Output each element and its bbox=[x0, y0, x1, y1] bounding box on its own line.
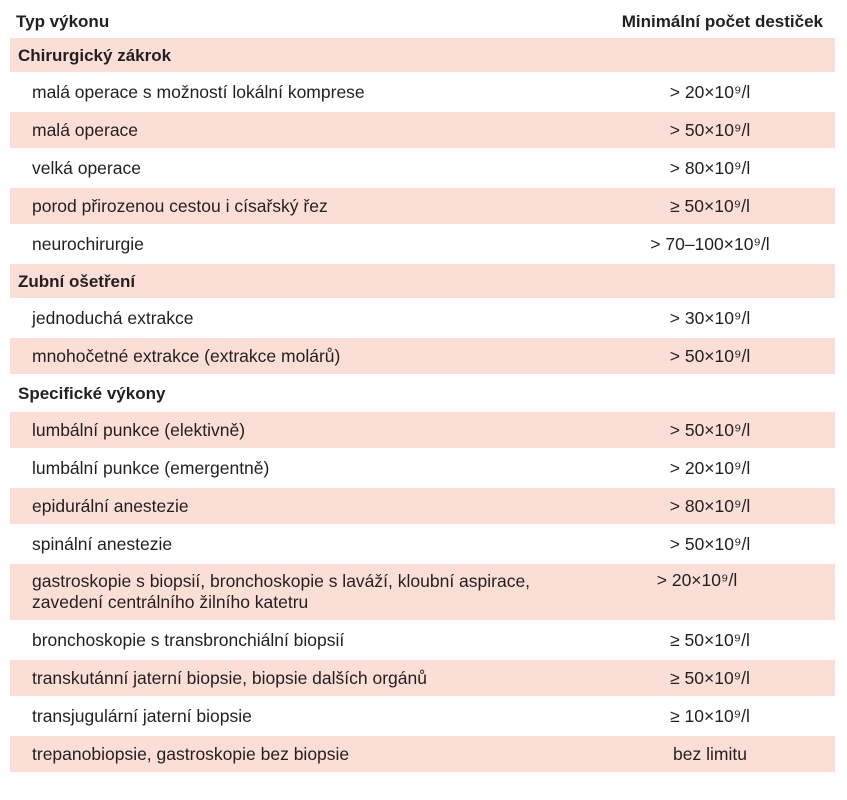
procedure-label: malá operace s možností lokální komprese bbox=[32, 81, 365, 102]
table-row bbox=[10, 450, 835, 488]
column-header-minimum-platelets: Minimální počet destiček bbox=[621, 11, 823, 31]
section-header bbox=[10, 376, 835, 412]
procedure-label: porod přirozenou cestou i císařský řez bbox=[32, 195, 328, 216]
procedure-label: jednoduchá extrakce bbox=[32, 307, 194, 328]
table-row bbox=[10, 112, 835, 150]
section-header bbox=[10, 264, 835, 300]
platelet-value: > 50×10⁹/l bbox=[669, 345, 751, 366]
table-row bbox=[10, 564, 835, 622]
table-row bbox=[10, 526, 835, 564]
table-row bbox=[10, 660, 835, 698]
table-row bbox=[10, 300, 835, 338]
procedure-label: spinální anestezie bbox=[32, 533, 173, 554]
column-header-procedure-type: Typ výkonu bbox=[16, 11, 110, 31]
table-row bbox=[10, 338, 835, 376]
procedure-label: lumbální punkce (elektivně) bbox=[32, 419, 246, 440]
platelet-value: > 20×10⁹/l bbox=[656, 570, 738, 590]
section-title: Zubní ošetření bbox=[18, 271, 136, 291]
procedure-label: trepanobiopsie, gastroskopie bez biopsie bbox=[32, 743, 350, 764]
platelet-value: > 70–100×10⁹/l bbox=[650, 233, 770, 254]
table-header bbox=[10, 6, 835, 38]
section-title: Chirurgický zákrok bbox=[18, 45, 172, 65]
procedure-label: bronchoskopie s transbronchiální biopsií bbox=[32, 629, 345, 650]
procedure-label: transjugulární jaterní biopsie bbox=[32, 705, 252, 726]
table-row bbox=[10, 736, 835, 774]
platelet-value: > 20×10⁹/l bbox=[669, 457, 751, 478]
platelet-value: ≥ 50×10⁹/l bbox=[670, 667, 750, 688]
platelet-value: ≥ 50×10⁹/l bbox=[670, 629, 750, 650]
platelet-value: ≥ 50×10⁹/l bbox=[670, 195, 750, 216]
section-title: Specifické výkony bbox=[18, 383, 166, 403]
platelet-value: > 80×10⁹/l bbox=[669, 157, 751, 178]
procedure-label: velká operace bbox=[32, 157, 141, 178]
platelet-value: > 80×10⁹/l bbox=[669, 495, 751, 516]
procedure-label: gastroskopie s biopsií, bronchoskopie s laváží, kloubní aspirace, zavedení centrálního žilního katetru bbox=[32, 571, 531, 612]
table-row bbox=[10, 150, 835, 188]
table-row bbox=[10, 698, 835, 736]
procedure-label: lumbální punkce (emergentně) bbox=[32, 457, 270, 478]
platelet-value: bez limitu bbox=[673, 743, 747, 764]
platelet-value: > 50×10⁹/l bbox=[669, 119, 751, 140]
platelet-value: ≥ 10×10⁹/l bbox=[670, 705, 750, 726]
procedure-label: malá operace bbox=[32, 119, 139, 140]
platelet-value: > 50×10⁹/l bbox=[669, 419, 751, 440]
section-header bbox=[10, 38, 835, 74]
procedure-label: transkutánní jaterní biopsie, biopsie dalších orgánů bbox=[32, 667, 427, 688]
platelet-value: > 30×10⁹/l bbox=[669, 307, 751, 328]
table-row bbox=[10, 488, 835, 526]
procedure-label: neurochirurgie bbox=[32, 233, 144, 254]
table-row bbox=[10, 188, 835, 226]
platelet-requirements-table bbox=[10, 6, 835, 774]
procedure-label: mnohočetné extrakce (extrakce molárů) bbox=[32, 345, 341, 366]
platelet-value: > 20×10⁹/l bbox=[669, 81, 751, 102]
table-row bbox=[10, 74, 835, 112]
table-row bbox=[10, 622, 835, 660]
procedure-label: epidurální anestezie bbox=[32, 495, 189, 516]
table-row bbox=[10, 226, 835, 264]
platelet-value: > 50×10⁹/l bbox=[669, 533, 751, 554]
table-row bbox=[10, 412, 835, 450]
